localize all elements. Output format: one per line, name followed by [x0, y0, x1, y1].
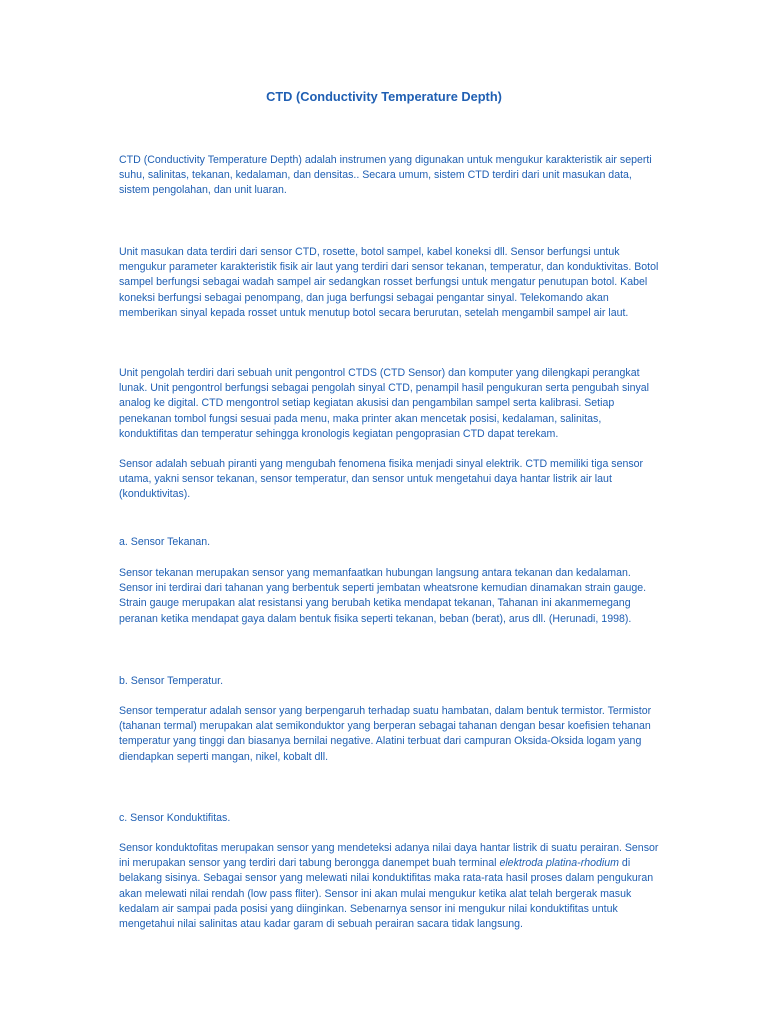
- paragraph-input-unit: Unit masukan data terdiri dari sensor CTD, rosette, botol sampel, kabel koneksi dll. Sensor berfungsi untuk mengukur parameter karakteristik fisik air laut yang terdiri dari sensor tekanan, temperatur, dan konduktivitas. Botol sampel berfungsi sebagai wadah sampel air sedangkan rosset berfungsi untuk mengatur penutupan botol. Kabel koneksi berfungsi sebagai penompang, dan juga berfungsi sebagai pengantar sinyal. Telekomando akan memberikan sinyal kepada rosset untuk menutup botol secara berurutan, setelah mengambil sampel air laut.: [119, 246, 659, 319]
- heading-sensor-konduktifitas: c. Sensor Konduktifitas.: [119, 812, 231, 824]
- paragraph-sensor-konduktifitas: [119, 841, 659, 932]
- paragraph-sensor-intro: Sensor adalah sebuah piranti yang mengubah fenomena fisika menjadi sinyal elektrik. CTD memiliki tiga sensor utama, yakni sensor tekanan, sensor temperatur, dan sensor untuk mengetahui daya hantar listrik air laut (konduktivitas).: [119, 458, 644, 501]
- heading-sensor-tekanan: a. Sensor Tekanan.: [119, 536, 211, 548]
- heading-sensor-temperatur: b. Sensor Temperatur.: [119, 675, 224, 687]
- paragraph-processing-unit: Unit pengolah terdiri dari sebuah unit pengontrol CTDS (CTD Sensor) dan komputer yang dilengkapi perangkat lunak. Unit pengontrol berfungsi sebagai pengolah sinyal CTD, penampil hasil pengukuran serta pengubah sinyal analog ke digital. CTD mengontrol setiap kegiatan akusisi dan pengambilan sampel serta kalibrasi. Setiap penekanan tombol fungsi sesuai pada menu, maka printer akan mencetak posisi, kedalaman, salinitas, konduktifitas dan temperatur sehingga kronologis kegiatan pengoprasian CTD dapat terekam.: [119, 367, 650, 440]
- paragraph-text-part: di belakang sisinya. Sebagai sensor yang melewati nilai konduktifitas maka rata-rata hasil proses dalam pengukuran akan melewati nilai rendah (low pass fliter). Sensor ini akan mulai mengukur ketika alat telah bergerak masuk kedalam air sampai pada posisi yang diinginkan. Sebenarnya sensor ini mengukur nilai konduktifitas untuk mengetahui nilai salinitas atau kadar garam di sebuah perairan sacara tidak langsung.: [119, 857, 654, 931]
- paragraph-text-part: Sensor konduktofitas merupakan sensor yang mendeteksi adanya nilai daya hantar listrik di suatu perairan. Sensor ini merupakan sensor yang terdiri dari tabung berongga danempet buah terminal: [119, 842, 659, 870]
- paragraph-sensor-tekanan: Sensor tekanan merupakan sensor yang memanfaatkan hubungan langsung antara tekanan dan kedalaman. Sensor ini terdirai dari tahanan yang berbentuk seperti jembatan wheatsrone kemudian dinamakan strain gauge. Strain gauge merupakan alat resistansi yang berubah ketika mendapat tekanan, Tahanan ini akanmemegang peranan ketika mendapat gaya dalam bentuk fisika seperti tekanan, beban (berat), arus dll. (Herunadi, 1998).: [119, 567, 647, 625]
- paragraph-ctd-definition: CTD (Conductivity Temperature Depth) adalah instrumen yang digunakan untuk mengukur karakteristik air seperti suhu, salinitas, tekanan, kedalaman, dan densitas.. Secara umum, sistem CTD terdiri dari unit masukan data, sistem pengolahan, dan unit luaran.: [119, 154, 652, 197]
- page-title: CTD (Conductivity Temperature Depth): [266, 89, 502, 104]
- emphasis-electrode: elektroda platina-rhodium: [499, 857, 619, 870]
- paragraph-sensor-temperatur: Sensor temperatur adalah sensor yang berpengaruh terhadap suatu hambatan, dalam bentuk termistor. Termistor (tahanan termal) merupakan alat semikonduktor yang berperan sebagai tahanan dengan besar koefisien tehanan temperatur yang tinggi dan biasanya bernilai negative. Alatini terbuat dari campuran Oksida-Oksida logam yang diendapkan seperti mangan, nikel, kobalt dll.: [119, 705, 652, 763]
